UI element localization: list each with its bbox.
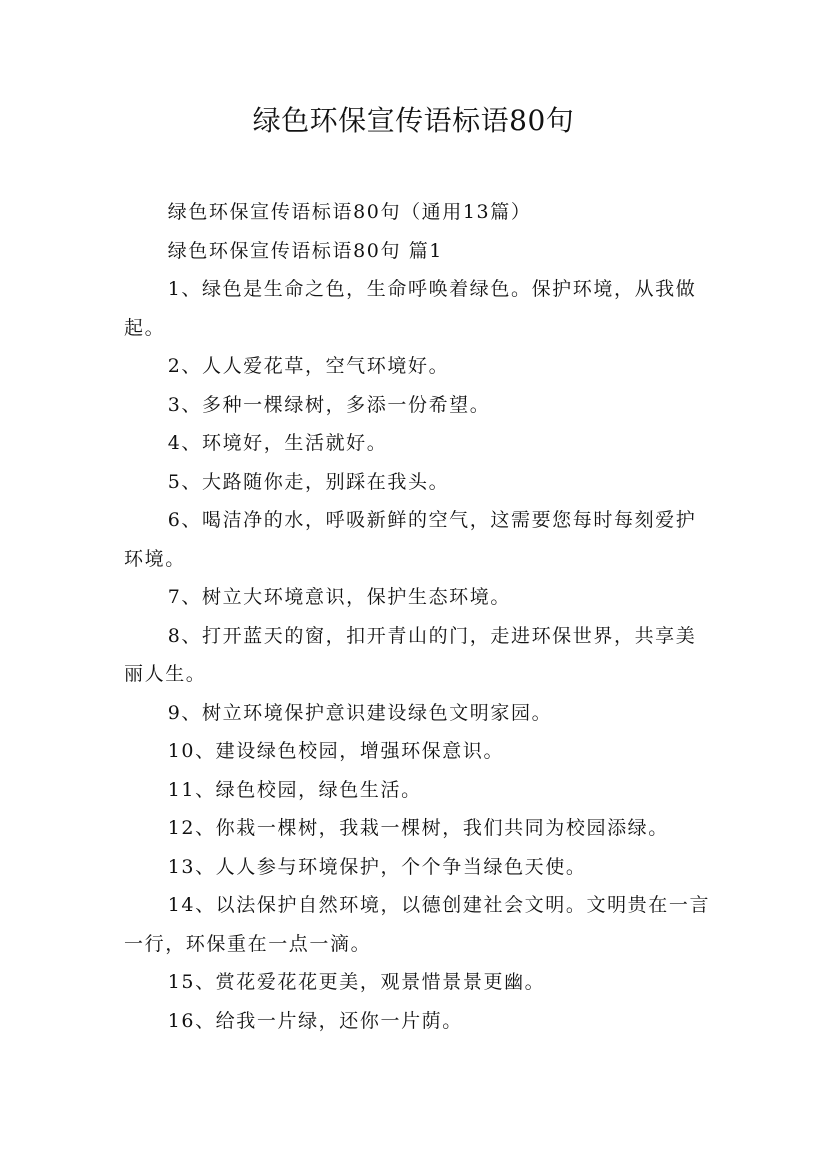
slogan-item: 7、树立大环境意识，保护生态环境。: [167, 586, 511, 608]
document-title: 绿色环保宣传语标语80句: [252, 104, 575, 137]
slogan-item: 12、你栽一棵树，我栽一棵树，我们共同为校园添绿。: [167, 817, 669, 839]
document-subtitle: 绿色环保宣传语标语80句（通用13篇）: [167, 201, 532, 223]
slogan-item: 5、大路随你走，别踩在我头。: [167, 470, 450, 493]
slogan-item: 16、给我一片绿，还你一片荫。: [167, 1009, 463, 1032]
slogan-item: 11、绿色校园，绿色生活。: [167, 778, 422, 801]
section-heading: 绿色环保宣传语标语80句 篇1: [167, 239, 443, 262]
slogan-item: 2、人人爱花草，空气环境好。: [167, 355, 450, 377]
slogan-item: 4、环境好，生活就好。: [167, 432, 388, 454]
slogan-item: 6、喝洁净的水，呼吸新鲜的空气，这需要您每时每刻爱护环境。: [124, 509, 697, 570]
slogan-item: 1、绿色是生命之色，生命呼唤着绿色。保护环境，从我做起。: [124, 278, 697, 339]
slogan-item: 15、赏花爱花花更美，观景惜景景更幽。: [167, 971, 546, 993]
slogan-item: 3、多种一棵绿树，多添一份希望。: [167, 393, 491, 416]
slogan-item: 8、打开蓝天的窗，扣开青山的门，走进环保世界，共享美丽人生。: [124, 624, 697, 685]
slogan-item: 14、以法保护自然环境，以德创建社会文明。文明贵在一言一行，环保重在一点一滴。: [124, 894, 711, 955]
document-body: [124, 193, 714, 1040]
slogan-item: 10、建设绿色校园，增强环保意识。: [167, 740, 505, 762]
slogan-item: 9、树立环境保护意识建设绿色文明家园。: [167, 701, 553, 724]
slogan-item: 13、人人参与环境保护，个个争当绿色天使。: [167, 855, 587, 878]
